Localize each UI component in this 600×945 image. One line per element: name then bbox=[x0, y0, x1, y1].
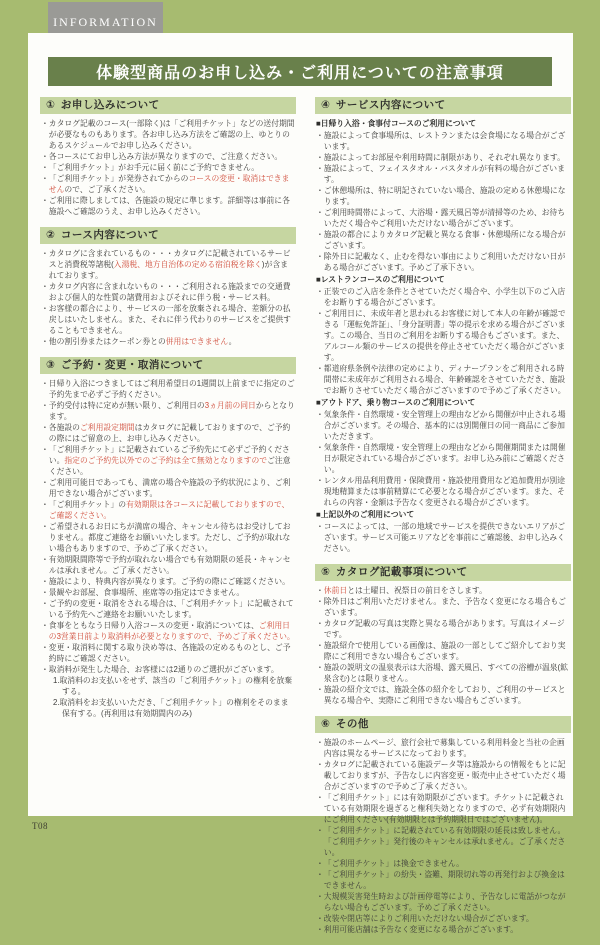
text-segment: カタログ内容に含まれないもの・・・ご利用される施設までの交通費および個人的な性質の諸費用およびそれに伴う税・サービス料。 bbox=[48, 282, 291, 302]
bullet-item bbox=[316, 163, 570, 185]
bullet-marker: ・ bbox=[316, 685, 324, 694]
bullet-item bbox=[316, 152, 570, 163]
bullet-marker: ・ bbox=[316, 153, 324, 162]
section-number: ⑥ bbox=[321, 718, 330, 731]
text-segment: カタログに含まれているもの・・・カタログに記載されているサービスと消費税等諸税( bbox=[48, 249, 291, 269]
bullet-item bbox=[41, 642, 295, 664]
bullet-marker: ・ bbox=[41, 174, 49, 183]
bullet-item bbox=[316, 858, 570, 869]
bullet-text bbox=[324, 286, 570, 308]
text-segment: 除外日はご利用いただけません。また、予告なく変更になる場合もございます。 bbox=[323, 597, 566, 617]
text-segment: 。 bbox=[228, 337, 237, 346]
text-segment: 施設によって食事場所は、レストランまたは会食場になる場合がございます。 bbox=[323, 131, 566, 151]
text-segment: ご利用設定期間 bbox=[79, 423, 135, 432]
text-segment: 施設の都合によりカタログ記載と異なる食事・休憩場所になる場合がございます。 bbox=[323, 230, 566, 250]
section-title: サービス内容について bbox=[335, 99, 446, 112]
section-title: お申し込みについて bbox=[60, 99, 160, 112]
bullet-marker: ・ bbox=[316, 230, 324, 239]
section-title: ご予約・変更・取消について bbox=[60, 359, 204, 372]
bullet-item bbox=[316, 684, 570, 706]
section-title: カタログ記載事項について bbox=[335, 566, 468, 579]
text-segment: 変更・取消料に関する取り決め等は、各施設の定めるものとし、ご予約時にご確認ください。 bbox=[48, 643, 291, 663]
bullet-text bbox=[324, 891, 570, 913]
bullet-marker: ・ bbox=[316, 760, 324, 769]
text-segment: ご利用日に、未成年者と思われるお客様に対して本人の年齢が確認できる「運転免許証」、「身分証明書」等の提示を求める場合がございます。この場合、当日のご利用をお断りする場合もございます。また、アルコール類のサービスの提供を停止させていただく場合がございます。 bbox=[323, 309, 566, 362]
bullet-item bbox=[41, 554, 295, 576]
bullet-item bbox=[41, 378, 295, 400]
bullet-marker: ・ bbox=[316, 443, 324, 452]
bullet-marker: ・ bbox=[316, 164, 324, 173]
section-body bbox=[40, 378, 296, 719]
bullet-text bbox=[324, 207, 570, 229]
text-segment: ご利用可能日であっても、満席の場合や施設の予約状況により、ご利用できない場合がございます。 bbox=[48, 478, 291, 498]
section-header bbox=[40, 97, 296, 114]
text-segment: 併用はできません bbox=[165, 337, 229, 346]
section-body bbox=[315, 118, 571, 554]
text-segment: カタログに記載されている施設データ等は施設からの情報をもとに記載しておりますが、予告なしに内容変更・販売中止させていただく場合がございますので予めご了承ください。 bbox=[323, 760, 566, 791]
subsection-header: ■日帰り入浴・食事付コースのご利用について bbox=[316, 119, 477, 128]
text-segment: ご休憩場所は、特に明記されていない場合、施設の定める休憩場になります。 bbox=[323, 186, 566, 206]
bullet-marker: ・ bbox=[316, 186, 324, 195]
text-segment: 都道府県条例や法律の定めにより、ディナープランをご利用される時間帯に未成年がご利用される場合、年齢確認をさせていただき、施設でお断りさせていただく場合がございますので予めご了承ください。 bbox=[323, 364, 566, 395]
bullet-marker: ・ bbox=[316, 410, 324, 419]
bullet-marker: ・ bbox=[41, 643, 49, 652]
subsection-header: ■レストランコースのご利用について bbox=[316, 275, 445, 284]
text-segment: カタログ記載の写真は実際と異なる場合があります。写真はイメージです。 bbox=[323, 619, 565, 639]
bullet-text bbox=[324, 913, 570, 924]
bullet-text bbox=[49, 598, 295, 620]
bullet-marker: ・ bbox=[41, 163, 49, 172]
bullet-text bbox=[49, 521, 295, 554]
bullet-item bbox=[41, 477, 295, 499]
text-segment: 施設の紹介文では、施設全体の紹介をしており、ご利用のサービスと異なる場合や、実際にご利用できない場合もございます。 bbox=[323, 685, 566, 705]
text-segment: 有効期限は各コースに記載しておりますので、ご確認ください。 bbox=[48, 500, 290, 520]
text-segment: 各コースにてお申し込み方法が異なりますので、ご注意ください。 bbox=[48, 152, 283, 161]
text-segment: とは土曜日、祝祭日の前日をさします。 bbox=[347, 586, 487, 595]
bullet-item bbox=[41, 521, 295, 554]
bullet-marker: ・ bbox=[41, 522, 49, 531]
bullet-item bbox=[41, 664, 295, 675]
bullet-marker: ・ bbox=[316, 586, 324, 595]
bullet-item bbox=[41, 499, 295, 521]
bullet-item bbox=[316, 229, 570, 251]
text-segment: 施設によって、フェイスタオル・バスタオルが有料の場合がございます。 bbox=[323, 164, 565, 184]
bullet-text bbox=[49, 400, 295, 422]
text-segment: 「ご利用チケット」に記載されている有効期限の延長は致しません。「ご利用チケット」発行後のキャンセルは承れません。ご了承ください。 bbox=[323, 826, 566, 857]
bullet-text bbox=[324, 662, 570, 684]
text-segment: 施設の説明文の温泉表示は大浴場、露天風呂、すべての浴槽が温泉(鉱泉含む)とは限りません。 bbox=[323, 663, 568, 683]
text-segment: ご予約の変更・取消をされる場合は、「ご利用チケット」に記載されている予約先へご連絡をお願いいたします。 bbox=[48, 599, 294, 619]
bullet-marker: ・ bbox=[316, 131, 324, 140]
bullet-marker: ・ bbox=[41, 445, 49, 454]
bullet-marker: ・ bbox=[41, 119, 49, 128]
numbered-subitem: 2.取消料をお支払いいただき、「ご利用チケット」の権利をそのまま保有する。(再利用は有効期間内のみ) bbox=[53, 698, 289, 718]
bullet-item bbox=[316, 251, 570, 273]
text-segment: 予約受付は特に定めが無い限り、ご利用日の bbox=[48, 401, 205, 410]
bullet-item bbox=[316, 618, 570, 640]
text-segment: 3ヵ月前の同日 bbox=[204, 401, 256, 410]
bullet-item bbox=[41, 400, 295, 422]
bullet-text bbox=[49, 303, 295, 336]
bullet-item bbox=[41, 576, 295, 587]
bullet-text bbox=[324, 251, 570, 273]
page-title: 体験型商品のお申し込み・ご利用についての注意事項 bbox=[96, 65, 504, 82]
numbered-subitem: 1.取消料のお支払いをせず、該当の「ご利用チケット」の権利を放棄する。 bbox=[53, 676, 293, 696]
text-segment: 大規模災害発生時および計画停電等により、予告なしに電話がつながらない場合もございます。予めご了承ください。 bbox=[323, 892, 566, 912]
section-number: ⑤ bbox=[321, 566, 330, 579]
bullet-item bbox=[316, 308, 570, 363]
bullet-marker: ・ bbox=[316, 914, 324, 923]
text-segment: カタログ記載のコース(一部除く)は「ご利用チケット」などの送付期間が必要なものもあります。各お申し込み方法をご確認の上、ゆとりのあるスケジュールでお申し込みください。 bbox=[48, 119, 295, 150]
bullet-text bbox=[49, 195, 295, 217]
bullet-text bbox=[49, 118, 295, 151]
text-segment: 除外日に記載なく、止むを得ない事由によりご利用いただけない日がある場合がございます。予めご了承下さい。 bbox=[323, 252, 566, 272]
bullet-text bbox=[324, 130, 570, 152]
text-segment: はカタログに記載しておりますので、ご予約の際にはご留意の上、お申し込みください。 bbox=[48, 423, 291, 443]
bullet-text bbox=[49, 620, 295, 642]
text-segment: ので、ご了承ください。 bbox=[64, 185, 150, 194]
text-segment: コースの変更・取消はできません bbox=[48, 174, 290, 194]
notice-section bbox=[40, 227, 296, 347]
bullet-text bbox=[49, 378, 295, 400]
bullet-item bbox=[41, 620, 295, 642]
bullet-marker: ・ bbox=[41, 304, 49, 313]
bullet-text bbox=[324, 363, 570, 396]
bullet-item bbox=[316, 185, 570, 207]
section-title: その他 bbox=[335, 718, 369, 731]
bullet-text bbox=[49, 444, 295, 477]
text-segment: 「ご利用チケット」の bbox=[48, 500, 127, 509]
bullet-item bbox=[316, 409, 570, 442]
bullet-text bbox=[49, 336, 295, 347]
bullet-text bbox=[324, 163, 570, 185]
text-segment: 施設紹介で使用している画像は、施設の一部としてご紹介しており実際にご利用できない場合もございます。 bbox=[323, 641, 566, 661]
bullet-marker: ・ bbox=[316, 641, 324, 650]
bullet-item bbox=[41, 248, 295, 281]
text-segment: 「ご利用チケット」に記載されているご予約先にて必ずご予約ください。 bbox=[48, 445, 290, 465]
bullet-text bbox=[324, 924, 570, 935]
notice-section bbox=[315, 716, 571, 935]
text-segment: 日帰り入浴につきましてはご利用希望日の1週間以上前までに指定のご予約先まで必ずご予約ください。 bbox=[48, 379, 295, 399]
text-segment: レンタル用品利用費用・保険費用・施設使用費用など追加費用が別途現地精算または事前精算にて必要となる場合がございます。また、それらの内容・金額は予告なく変更される場合がございます。 bbox=[323, 476, 565, 507]
notice-section bbox=[315, 564, 571, 706]
bullet-text bbox=[324, 308, 570, 363]
bullet-marker: ・ bbox=[316, 476, 324, 485]
bullet-item bbox=[316, 442, 570, 475]
bullet-marker: ・ bbox=[316, 870, 324, 879]
text-segment: ご利用に際しましては、各施設の規定に準じます。詳細等は事前に各施設へご確認のうえ、お申し込みください。 bbox=[48, 196, 290, 216]
section-header bbox=[315, 716, 571, 733]
bullet-item bbox=[316, 596, 570, 618]
text-segment: お客様の都合により、サービスの一部を放棄される場合、差額分の払戻しはいたしません。また、それに伴う代わりのサービスをご提供することもできません。 bbox=[48, 304, 291, 335]
section-header bbox=[40, 227, 296, 244]
information-tag-label: INFORMATION bbox=[53, 14, 158, 29]
section-body bbox=[315, 585, 571, 706]
bullet-item bbox=[316, 759, 570, 792]
page-title-bar bbox=[48, 57, 552, 86]
bullet-item bbox=[41, 422, 295, 444]
bullet-text bbox=[324, 684, 570, 706]
text-segment: 各施設の bbox=[48, 423, 80, 432]
text-segment: 気象条件・自然環境・安全管理上の理由などから開催期間または開催日が限定されている場合がございます。お申し込み前にご確認ください。 bbox=[323, 443, 566, 474]
bullet-text bbox=[324, 152, 570, 163]
bullet-text bbox=[49, 642, 295, 664]
bullet-text bbox=[324, 596, 570, 618]
notice-section bbox=[40, 97, 296, 217]
text-segment: 食事をともなう日帰り入浴コースの変更・取消については、 bbox=[48, 621, 259, 630]
bullet-text bbox=[324, 185, 570, 207]
bullet-text bbox=[324, 521, 570, 554]
bullet-text bbox=[49, 587, 295, 598]
bullet-item bbox=[316, 891, 570, 913]
text-segment: 「ご利用チケット」が発券されてからの bbox=[48, 174, 189, 183]
bullet-marker: ・ bbox=[41, 588, 49, 597]
bullet-item bbox=[41, 118, 295, 151]
bullet-item bbox=[316, 286, 570, 308]
bullet-text bbox=[49, 281, 295, 303]
text-segment: 有効期限間際等で予約が取れない場合でも有効期限の延長・キャンセルは承れません。ご了承ください。 bbox=[48, 555, 291, 575]
text-segment: 取消料が発生した場合、お客様には2通りのご選択がございます。 bbox=[48, 665, 279, 674]
notice-section bbox=[40, 357, 296, 719]
bullet-item bbox=[316, 825, 570, 858]
bullet-text bbox=[49, 151, 295, 162]
bullet-item bbox=[316, 737, 570, 759]
bullet-text bbox=[324, 409, 570, 442]
bullet-item bbox=[316, 521, 570, 554]
bullet-item bbox=[41, 303, 295, 336]
bullet-text bbox=[324, 737, 570, 759]
bullet-item bbox=[41, 162, 295, 173]
bullet-marker: ・ bbox=[41, 379, 49, 388]
bullet-marker: ・ bbox=[41, 478, 49, 487]
text-segment: ご利用日の3営業日前より取消料が必要となりますので、予めご了承ください。 bbox=[48, 621, 295, 641]
bullet-text bbox=[49, 422, 295, 444]
bullet-marker: ・ bbox=[41, 665, 49, 674]
bullet-marker: ・ bbox=[41, 555, 49, 564]
text-segment: ご希望されるお日にちが満席の場合、キャンセル待ちはお受けしておりません。都度ご連絡をお願いいたします。ただし、ご予約が取れない場合もありますので、予めご了承ください。 bbox=[48, 522, 291, 553]
text-segment: からとなります。 bbox=[48, 401, 295, 421]
bullet-text bbox=[324, 475, 570, 508]
text-segment: 施設のホームページ、旅行会社で募集している利用料金と当社の企画内容は異なるサービスになっております。 bbox=[323, 738, 565, 758]
text-segment: 入湯税、地方自治体の定める宿泊税を除く bbox=[113, 260, 262, 269]
text-segment: 気象条件・自然環境・安全管理上の理由などから開催が中止される場合がございます。その場合、基本的には別開催日の同一商品にご参加いただきます。 bbox=[323, 410, 566, 441]
bullet-text bbox=[49, 554, 295, 576]
bullet-item bbox=[41, 598, 295, 620]
bullet-marker: ・ bbox=[41, 196, 49, 205]
bullet-marker: ・ bbox=[316, 859, 324, 868]
text-segment: 休前日 bbox=[323, 586, 348, 595]
section-header bbox=[40, 357, 296, 374]
text-segment: 利用可能店舗は予告なく変更になる場合がございます。 bbox=[323, 925, 519, 934]
bullet-marker: ・ bbox=[41, 282, 49, 291]
bullet-marker: ・ bbox=[316, 522, 324, 531]
bullet-item bbox=[41, 195, 295, 217]
text-segment: 「ご利用チケット」がお手元に届く前にご予約できません。 bbox=[48, 163, 260, 172]
bullet-marker: ・ bbox=[316, 364, 324, 373]
bullet-marker: ・ bbox=[41, 337, 49, 346]
bullet-marker: ・ bbox=[316, 793, 324, 802]
text-segment: 「ご利用チケット」には有効期限がございます。チケットに記載されている有効期限を過ぎると権利失効となりますので、必ず有効期限内にご利用ください(有効期限とは予約期限日ではございません)。 bbox=[323, 793, 566, 824]
section-body bbox=[40, 118, 296, 217]
text-segment: 施設によってお部屋や利用時間に制限があり、それぞれ異なります。 bbox=[323, 153, 565, 162]
bullet-text bbox=[324, 640, 570, 662]
bullet-marker: ・ bbox=[316, 738, 324, 747]
bullet-item bbox=[316, 363, 570, 396]
bullet-text bbox=[49, 162, 295, 173]
bullet-marker: ・ bbox=[41, 423, 49, 432]
text-segment: コースによっては、一部の地域でサービスを提供できないエリアがございます。サービス可能エリアなどを事前にご確認後、お申し込みください。 bbox=[323, 522, 566, 553]
bullet-item bbox=[316, 913, 570, 924]
text-segment: 景観やお部屋、食事場所、座席等の指定はできません。 bbox=[48, 588, 245, 597]
bullet-text bbox=[49, 173, 295, 195]
text-segment: 「ご利用チケット」は換金できません。 bbox=[323, 859, 464, 868]
bullet-item bbox=[41, 281, 295, 303]
bullet-text bbox=[324, 759, 570, 792]
bullet-marker: ・ bbox=[41, 500, 49, 509]
bullet-item bbox=[41, 336, 295, 347]
bullet-marker: ・ bbox=[41, 249, 49, 258]
text-segment: 指定のご予約先以外でのご予約は全て無効となりますので bbox=[64, 456, 268, 465]
bullet-marker: ・ bbox=[316, 826, 324, 835]
bullet-text bbox=[324, 858, 570, 869]
bullet-text bbox=[324, 792, 570, 825]
bullet-text bbox=[324, 869, 570, 891]
bullet-text bbox=[49, 477, 295, 499]
section-number: ④ bbox=[321, 99, 330, 112]
bullet-text bbox=[324, 229, 570, 251]
bullet-marker: ・ bbox=[316, 892, 324, 901]
bullet-item bbox=[316, 662, 570, 684]
text-segment: 施設により、特典内容が異なります。ご予約の際にご確認ください。 bbox=[48, 577, 290, 586]
bullet-item bbox=[41, 587, 295, 598]
bullet-text bbox=[324, 442, 570, 475]
bullet-marker: ・ bbox=[41, 621, 49, 630]
bullet-item bbox=[41, 444, 295, 477]
bullet-marker: ・ bbox=[316, 663, 324, 672]
bullet-item bbox=[316, 207, 570, 229]
bullet-text bbox=[324, 585, 570, 596]
column-left bbox=[40, 97, 296, 729]
bullet-marker: ・ bbox=[41, 401, 49, 410]
bullet-item bbox=[316, 924, 570, 935]
page-number: T08 bbox=[32, 821, 48, 831]
column-right bbox=[315, 97, 571, 945]
bullet-item bbox=[316, 792, 570, 825]
section-header bbox=[315, 564, 571, 581]
section-body bbox=[315, 737, 571, 935]
bullet-item bbox=[316, 130, 570, 152]
text-segment: ご利用時間帯によって、大浴場・露天風呂等が清掃等のため、お待ちいただく場合やご利用いただけない場合がございます。 bbox=[323, 208, 566, 228]
bullet-marker: ・ bbox=[316, 287, 324, 296]
section-number: ② bbox=[46, 229, 55, 242]
section-number: ③ bbox=[46, 359, 55, 372]
bullet-marker: ・ bbox=[41, 577, 49, 586]
text-segment: )が含まれております。 bbox=[48, 260, 288, 280]
bullet-marker: ・ bbox=[316, 208, 324, 217]
bullet-marker: ・ bbox=[316, 925, 324, 934]
bullet-text bbox=[49, 499, 295, 521]
subsection-header: ■上記以外のご利用について bbox=[316, 510, 415, 519]
notice-section bbox=[315, 97, 571, 554]
bullet-text bbox=[49, 248, 295, 281]
text-segment: 正装でのご入店を条件とさせていただく場合や、小学生以下のご入店をお断りする場合がございます。 bbox=[323, 287, 566, 307]
bullet-marker: ・ bbox=[316, 309, 324, 318]
bullet-item bbox=[316, 585, 570, 596]
text-segment: 他の割引券またはクーポン券との bbox=[48, 337, 166, 346]
bullet-marker: ・ bbox=[316, 619, 324, 628]
bullet-item bbox=[41, 151, 295, 162]
section-header bbox=[315, 97, 571, 114]
section-body bbox=[40, 248, 296, 347]
bullet-item bbox=[316, 869, 570, 891]
text-segment: ご注意ください。 bbox=[48, 456, 291, 476]
bullet-item bbox=[41, 173, 295, 195]
bullet-item bbox=[316, 475, 570, 508]
bullet-marker: ・ bbox=[316, 252, 324, 261]
bullet-text bbox=[324, 825, 570, 858]
bullet-marker: ・ bbox=[41, 152, 49, 161]
bullet-marker: ・ bbox=[41, 599, 49, 608]
bullet-text bbox=[49, 576, 295, 587]
text-segment: 「ご利用チケット」の紛失・盗難、期限切れ等の再発行および換金はできません。 bbox=[323, 870, 565, 890]
section-number: ① bbox=[46, 99, 55, 112]
bullet-text bbox=[49, 664, 295, 675]
bullet-text bbox=[324, 618, 570, 640]
section-title: コース内容について bbox=[60, 229, 160, 242]
bullet-marker: ・ bbox=[316, 597, 324, 606]
bullet-item bbox=[316, 640, 570, 662]
text-segment: 改装や閉店等によりご利用いただけない場合がございます。 bbox=[323, 914, 534, 923]
subsection-header: ■アウトドア、乗り物コースのご利用について bbox=[316, 398, 476, 407]
